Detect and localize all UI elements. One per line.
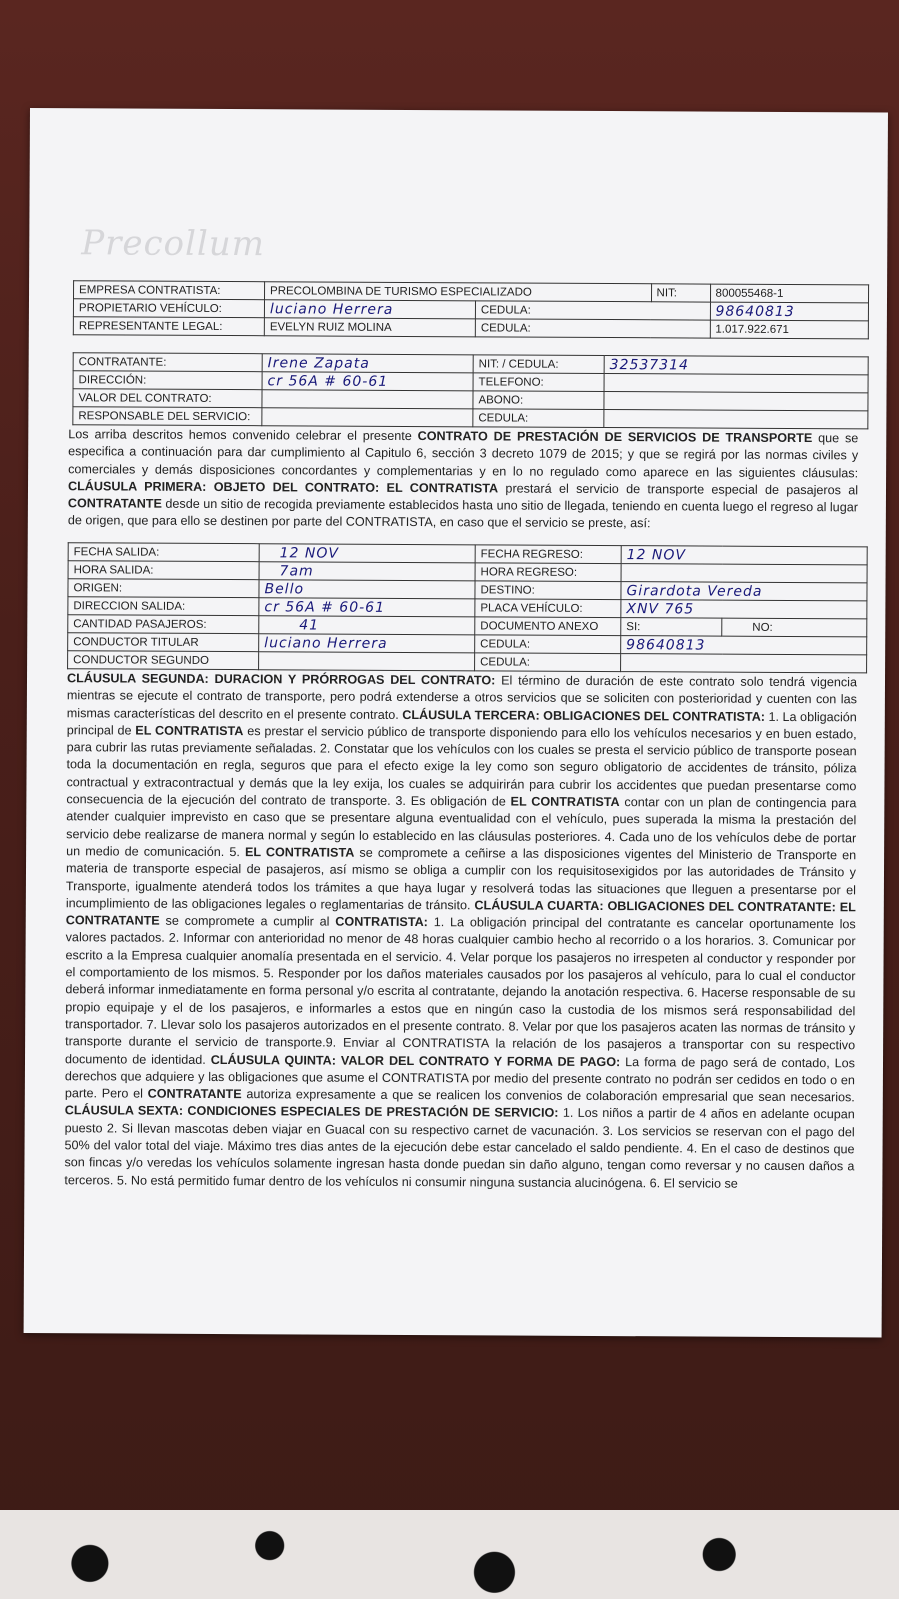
valor-label: VALOR DEL CONTRATO: — [73, 389, 262, 408]
propietario-cedula-value: 98640813 — [710, 302, 869, 321]
hora-regreso-label: HORA REGRESO: — [475, 563, 621, 582]
hora-salida-label: HORA SALIDA: — [68, 561, 259, 580]
client-table — [72, 352, 868, 429]
background-floor — [0, 1510, 899, 1599]
origen-value: Bello — [259, 580, 475, 599]
destino-label: DESTINO: — [475, 581, 621, 600]
representante-label: REPRESENTANTE LEGAL: — [73, 317, 264, 336]
conductor-titular-value: luciano Herrera — [259, 634, 475, 653]
cantidad-value: 41 — [259, 616, 475, 635]
fecha-regreso-value: 12 NOV — [621, 546, 867, 565]
contract-paper — [24, 108, 888, 1337]
telefono-label: TELEFONO: — [473, 373, 604, 392]
representante-value: EVELYN RUIZ MOLINA — [264, 318, 475, 337]
fecha-regreso-label: FECHA REGRESO: — [475, 545, 621, 564]
conductor-titular-label: CONDUCTOR TITULAR — [68, 633, 259, 652]
hora-salida-value: 7am — [259, 562, 475, 581]
valor-value — [262, 390, 473, 409]
empresa-value: PRECOLOMBINA DE TURISMO ESPECIALIZADO — [264, 282, 651, 302]
contratante-value: Irene Zapata — [262, 354, 473, 373]
fecha-salida-label: FECHA SALIDA: — [68, 543, 259, 562]
direccion-salida-label: DIRECCION SALIDA: — [68, 597, 259, 616]
cantidad-label: CANTIDAD PASAJEROS: — [68, 615, 259, 634]
documento-label: DOCUMENTO ANEXO — [475, 617, 621, 636]
nit-label: NIT: — [651, 284, 710, 302]
conductor-segundo-label: CONDUCTOR SEGUNDO — [68, 651, 259, 670]
direccion-salida-value: cr 56A # 60-61 — [259, 598, 475, 617]
hora-regreso-value — [621, 564, 867, 583]
conductor-segundo-cedula-label: CEDULA: — [475, 653, 621, 672]
company-table — [73, 280, 869, 339]
telefono-value — [604, 374, 868, 393]
propietario-value: luciano Herrera — [264, 300, 475, 319]
propietario-label: PROPIETARIO VEHÍCULO: — [73, 299, 264, 318]
nit-value: 800055468-1 — [710, 284, 869, 303]
responsable-value — [262, 408, 473, 427]
placa-label: PLACA VEHÍCULO: — [475, 599, 621, 618]
contratante-label: CONTRATANTE: — [73, 353, 262, 372]
responsable-label: RESPONSABLE DEL SERVICIO: — [73, 407, 262, 426]
nit-cedula-label: NIT: / CEDULA: — [473, 355, 604, 374]
clauses-text: CLÁUSULA SEGUNDA: DURACION Y PRÓRROGAS DEL CONTRATO: El término de duración de este contrato solo tendrá vigencia mientras se ejecute el contrato de transporte, pero podrá extenderse a otros servicios que se soliciten con posterioridad y cuenten con las mismas características del descrito en el presente contrato. CLÁUSULA TERCERA: OBLIGACIONES DEL CONTRATISTA: 1. La obligación principal de EL CONTRATISTA es prestar el servicio público de transporte disponiendo para ello los vehículos necesarios y en buen estado, para cubrir las rutas previamente señaladas. 2. Constatar que los vehículos con los cuales se presta el servicio público de transporte posean toda la documentación en regla, seguros que para el efecto exige la ley como son seguro obligatorio de accidentes de tránsito, póliza contractual y extracontractual y demás que la ley exija, los cuales se adquirirán para cubrir los accidentes que puedan presentarse como consecuencia de la ejecución del contrato de transporte. 3. Es obligación de EL CONTRATISTA contar con un plan de contingencia para atender cualquier imprevisto en caso que se presentare alguna eventualidad con el vehículo, pues superada la misma la prestación del servicio debe realizarse de manera normal y según lo establecido en las cláusulas posteriores. 4. Cada uno de los vehículos debe de portar un medio de comunicación. 5. EL CONTRATISTA se compromete a ceñirse a las disposiciones vigentes del Ministerio de Transporte en materia de transporte especial de pasajeros, así mismo se obliga a cumplir con los requisitosexigidos por las autoridades de Tránsito y Transporte, igualmente atenderá todos los trámites a que haya lugar y resolverá todas las situaciones que lleguen a presentarse por el incumplimiento de las obligaciones legales o reglamentarias de tránsito. CLÁUSULA CUARTA: OBLIGACIONES DEL CONTRATANTE: EL CONTRATANTE se compromete a cumplir al CONTRATISTA: 1. La obligación principal del contratante es cancelar oportunamente los valores pactados. 2. Informar con anterioridad no menor de 48 horas cualquier cambio hecho al recorrido o a los horarios. 3. Comunicar por escrito a la Empresa cualquier anomalía presentada en el servicio. 4. Velar porque los pasajeros no irrespeten al conductor y responder por el comportamiento de los mismos. 5. Responder por los daños materiales causados por los pasajeros al vehículo, para lo cual el conductor deberá informar inmediatamente en forma personal y/o escrita al contratante, dejando la anotación respectiva. 6. Hacerse responsable de su propio equipaje y el de los pasajeros, e informarles a estos que en ningún caso la custodia de los mismos será responsabilidad del transportador. 7. Llevar solo los pasajeros autorizados en el presente contrato. 8. Velar por que los pasajeros acaten las normas de tránsito y transporte durante el servicio de transporte.9. Enviar al CONTRATISTA la relación de los pasajeros a transportar con su respectivo documento de identidad. CLÁUSULA QUINTA: VALOR DEL CONTRATO Y FORMA DE PAGO: La forma de pago será de contado, Los derechos que adquiere y las obligaciones que asume el CONTRATISTA por medio del presente contrato no podrán ser cedidos en todo o en parte. Pero el CONTRATANTE autoriza expresamente a que se realicen los convenios de colaboración empresarial que sean necesarios. CLÁUSULA SEXTA: CONDICIONES ESPECIALES DE PRESTACIÓN DE SERVICIO: 1. Los niños a partir de 4 años en adelante ocupan puesto 2. Si llevan mascotas deben viajar en Guacal con su respectivo carnet de vacunación. 3. Los servicios se reservan con el pago del 50% del valor total del viaje. Máximo tres dias antes de la ejecución debe estar cancelado el saldo pendiente. 4. En el caso de destinos que son fincas y/o veredas los vehículos solamente ingresan hasta donde puedan sin daño alguno, tengan como reversar y no causen daños a terceros. 5. No está permitido fumar dentro de los vehículos ni consumir ninguna sustancia alucinógena. 6. El servicio se — [64, 671, 858, 1191]
responsable-cedula-value — [604, 410, 868, 429]
representante-cedula-value: 1.017.922.671 — [710, 320, 869, 339]
conductor-titular-cedula-label: CEDULA: — [475, 635, 621, 654]
responsable-cedula-label: CEDULA: — [473, 409, 604, 428]
propietario-cedula-label: CEDULA: — [475, 301, 710, 320]
fecha-salida-value: 12 NOV — [259, 544, 475, 563]
conductor-segundo-value — [259, 652, 475, 671]
conductor-titular-cedula-value: 98640813 — [621, 636, 867, 655]
conductor-segundo-cedula-value — [621, 654, 867, 673]
representante-cedula-label: CEDULA: — [475, 319, 710, 338]
direccion-label: DIRECCIÓN: — [73, 371, 262, 390]
no-label: NO: — [722, 618, 867, 637]
trip-table — [67, 542, 868, 673]
abono-value — [604, 392, 868, 411]
nit-cedula-value: 32537314 — [604, 356, 868, 375]
empresa-label: EMPRESA CONTRATISTA: — [74, 281, 265, 300]
direccion-value: cr 56A # 60-61 — [262, 372, 473, 391]
company-logo: Precollum — [81, 223, 266, 265]
si-label: SI: — [621, 618, 722, 637]
placa-value: XNV 765 — [621, 600, 867, 619]
origen-label: ORIGEN: — [68, 579, 259, 598]
abono-label: ABONO: — [473, 391, 604, 410]
intro-paragraph: Los arriba descritos hemos convenido celebrar el presente CONTRATO DE PRESTACIÓN DE SERVICIOS DE TRANSPORTE que se especifica a continuación para dar cumplimiento al Capitulo 6, sección 3 decreto 1079 de 2015; y que se regirá por las normas civiles y comerciales y demás disposiciones concordantes y complementarias y en lo no regulado como aparece en las siguientes cláusulas: CLÁUSULA PRIMERA: OBJETO DEL CONTRATO: EL CONTRATISTA prestará el servicio de transporte especial de pasajeros al CONTRATANTE desde un sitio de recogida previamente establecidos hasta uno sitio de llegada, teniendo en cuenta luego el regreso al lugar de origen, que para ello se destinen por parte del CONTRATISTA, en caso que el servicio se preste, así: — [67, 427, 859, 531]
destino-value: Girardota Vereda — [621, 582, 867, 601]
